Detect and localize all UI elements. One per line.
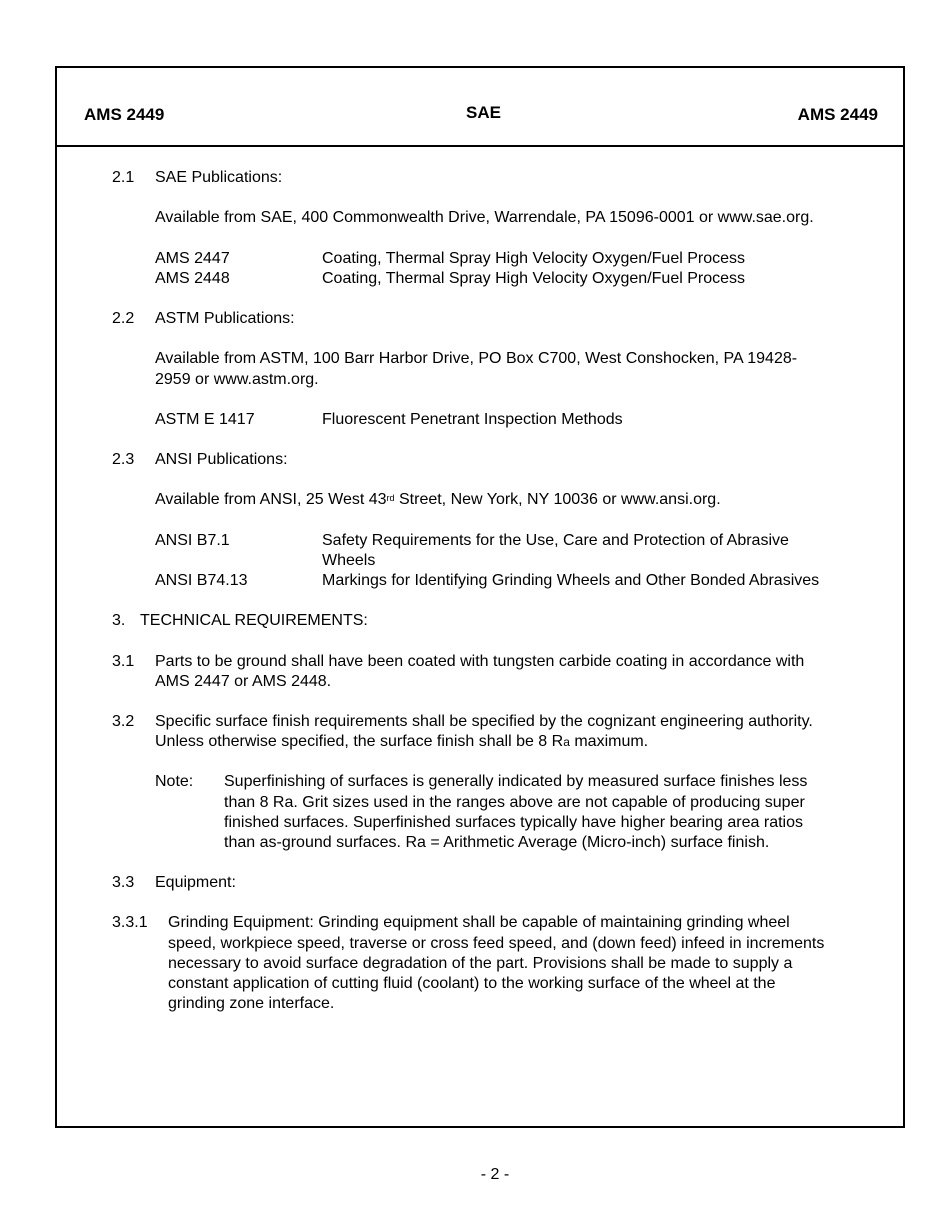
reference-code: AMS 2448 xyxy=(155,270,230,287)
header-divider xyxy=(57,145,903,147)
paragraph-line: constant application of cutting fluid (coolant) to the working surface of the wheel at the xyxy=(168,975,776,992)
paragraph-line: AMS 2447 or AMS 2448. xyxy=(155,673,332,690)
section-number: 3. xyxy=(112,612,126,629)
reference-title: Safety Requirements for the Use, Care and Protection of Abrasive xyxy=(322,532,789,549)
section-number: 2.2 xyxy=(112,310,135,327)
reference-title: Coating, Thermal Spray High Velocity Oxygen/Fuel Process xyxy=(322,270,746,287)
reference-title: Coating, Thermal Spray High Velocity Oxygen/Fuel Process xyxy=(322,250,746,267)
header-doc-id-right: AMS 2449 xyxy=(797,105,878,124)
reference-code: AMS 2447 xyxy=(155,250,230,267)
section-number: 3.3 xyxy=(112,874,135,891)
reference-title: Markings for Identifying Grinding Wheels and Other Bonded Abrasives xyxy=(322,572,820,589)
paragraph-line: speed, workpiece speed, traverse or cross feed speed, and (down feed) infeed in increments xyxy=(168,935,825,952)
reference-title: Wheels xyxy=(322,552,376,569)
section-title: Equipment: xyxy=(155,874,236,891)
ordinal-suffix: rd xyxy=(386,493,395,503)
paragraph-line: Specific surface finish requirements shall be specified by the cognizant engineering authority. xyxy=(155,713,813,730)
paragraph-line: grinding zone interface. xyxy=(168,995,335,1012)
note-line: than as-ground surfaces. Ra = Arithmetic Average (Micro-inch) surface finish. xyxy=(224,834,770,851)
section-number: 3.1 xyxy=(112,653,135,670)
note-line: finished surfaces. Superfinished surfaces typically have higher bearing area ratios xyxy=(224,814,803,831)
note-label: Note: xyxy=(155,773,194,790)
section-title: TECHNICAL REQUIREMENTS: xyxy=(140,612,368,629)
section-number: 3.2 xyxy=(112,713,135,730)
note-line: than 8 Ra. Grit sizes used in the ranges above are not capable of producing super xyxy=(224,794,805,811)
section-number: 2.3 xyxy=(112,451,135,468)
paragraph-line: Parts to be ground shall have been coated with tungsten carbide coating in accordance with xyxy=(155,653,805,670)
section-number: 2.1 xyxy=(112,169,135,186)
page-number: - 2 - xyxy=(480,1166,510,1183)
availability-text: Available from SAE, 400 Commonwealth Drive, Warrendale, PA 15096-0001 or www.sae.org. xyxy=(155,209,814,226)
section-title: ASTM Publications: xyxy=(155,310,295,327)
header-org: SAE xyxy=(466,103,501,122)
note-line: Superfinishing of surfaces is generally indicated by measured surface finishes less xyxy=(224,773,808,790)
section-title: SAE Publications: xyxy=(155,169,283,186)
paragraph-line: Grinding Equipment: Grinding equipment shall be capable of maintaining grinding wheel xyxy=(168,914,790,931)
section-number: 3.3.1 xyxy=(112,914,148,931)
reference-title: Fluorescent Penetrant Inspection Methods xyxy=(322,411,623,428)
header-doc-id-left: AMS 2449 xyxy=(84,105,165,124)
reference-code: ASTM E 1417 xyxy=(155,411,255,428)
paragraph-line: necessary to avoid surface degradation of the part. Provisions shall be made to supply a xyxy=(168,955,793,972)
subscript: a xyxy=(563,735,570,749)
paragraph-line: Unless otherwise specified, the surface finish shall be 8 Ra maximum. xyxy=(155,733,649,750)
reference-code: ANSI B7.1 xyxy=(155,532,230,549)
reference-code: ANSI B74.13 xyxy=(155,572,248,589)
availability-text: Available from ANSI, 25 West 43rd Street, New York, NY 10036 or www.ansi.org. xyxy=(155,491,721,508)
availability-text: Available from ASTM, 100 Barr Harbor Drive, PO Box C700, West Conshocken, PA 19428- xyxy=(155,350,798,367)
availability-text: 2959 or www.astm.org. xyxy=(155,371,319,388)
section-title: ANSI Publications: xyxy=(155,451,288,468)
